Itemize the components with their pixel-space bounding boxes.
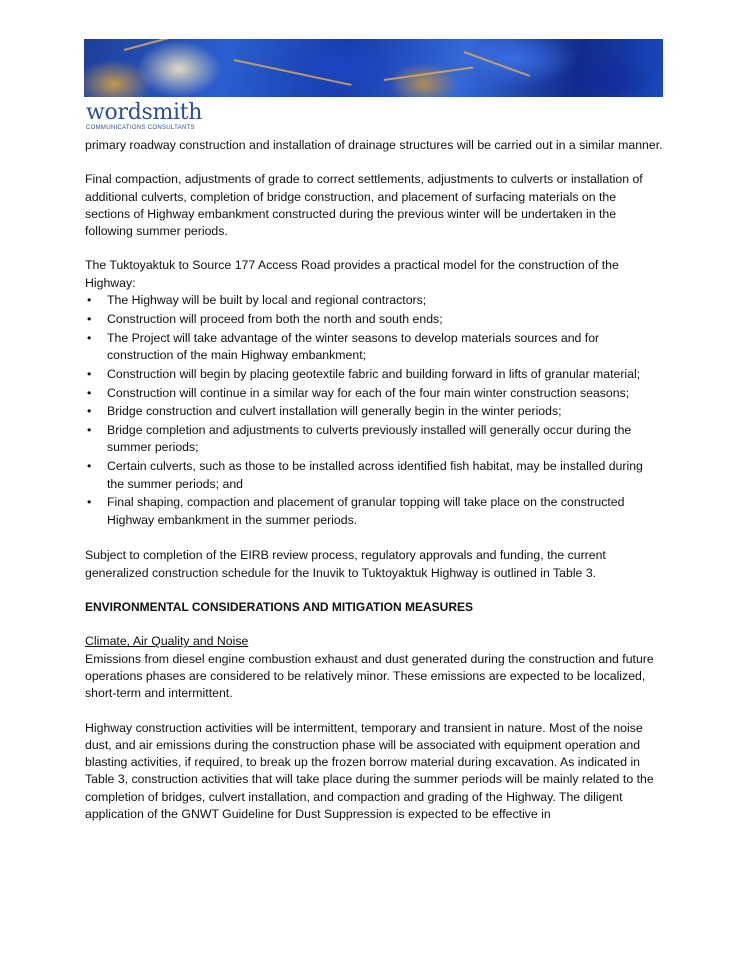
bullet-icon: • (87, 404, 92, 419)
list-item (85, 385, 663, 402)
list-item (85, 311, 663, 328)
paragraph-schedule: Subject to completion of the EIRB review process, regulatory approvals and funding, the current generalized construction schedule for the Inuvik to Tuktoyaktuk Highway is outlined in Table 3. (85, 548, 606, 580)
section-heading: ENVIRONMENTAL CONSIDERATIONS AND MITIGATION MEASURES (85, 600, 474, 615)
list-item (85, 422, 663, 457)
bullet-icon: • (87, 423, 92, 438)
company-logo (86, 102, 202, 131)
list-item-text: Bridge construction and culvert installation will generally begin in the winter periods; (107, 404, 562, 419)
list-item (85, 403, 663, 420)
header-banner-image (84, 39, 663, 97)
paragraph-continued: primary roadway construction and installation of drainage structures will be carried out in a similar manner. (85, 138, 663, 152)
bullet-icon: • (87, 459, 92, 474)
banner-gold-streak (124, 39, 182, 51)
list-item-text: Construction will begin by placing geotextile fabric and building forward in lifts of granular material; (107, 366, 641, 381)
paragraph-noise: Highway construction activities will be intermittent, temporary and transient in nature. Most of the noise dust, and air emissions during the construction phase will be associated with equipment operation and blasting activities, if required, to break up the frozen borrow material during excavation. As indicated in Table 3, construction activities that will take place during the summer periods will be mainly related to the completion of bridges, culvert installation, and compaction and grading of the Highway. The diligent application of the GNWT Guideline for Dust Suppression is expected to be effective in (85, 720, 654, 821)
bullet-icon: • (87, 366, 92, 381)
banner-gold-streak (384, 66, 473, 81)
paragraph-emissions: Emissions from diesel engine combustion exhaust and dust generated during the construction and future operations phases are considered to be relatively minor. These emissions are expected to be localized, short-term and intermittent. (85, 651, 654, 701)
banner-gold-streak (464, 51, 530, 77)
bullet-icon: • (87, 385, 92, 400)
paragraph-model-intro: The Tuktoyaktuk to Source 177 Access Road provides a practical model for the construction of the Highway: (85, 258, 619, 290)
list-item-text: Construction will continue in a similar way for each of the four main winter construction seasons; (107, 385, 630, 400)
paragraph-final-compaction: Final compaction, adjustments of grade to correct settlements, adjustments to culverts or installation of additional culverts, completion of bridge construction, and placement of surfacing materials on the sections of Highway embankment constructed during the previous winter will be undertaken in the following summer periods. (85, 172, 643, 239)
bullet-icon: • (87, 293, 92, 308)
bullet-list (85, 292, 663, 529)
bullet-icon: • (87, 311, 92, 326)
logo-wordmark: wordsmith (86, 100, 203, 125)
subsection-heading: Climate, Air Quality and Noise (85, 634, 249, 649)
bullet-icon: • (87, 495, 92, 510)
logo-subtitle: COMMUNICATIONS CONSULTANTS (86, 125, 195, 131)
list-item (85, 494, 663, 529)
document-body (85, 137, 663, 823)
list-item (85, 366, 663, 383)
list-item (85, 458, 663, 493)
list-item-text: The Project will take advantage of the winter seasons to develop materials sources and for construction of the main Highway embankment; (107, 330, 600, 362)
list-item (85, 292, 663, 309)
banner-gold-streak (234, 59, 352, 86)
list-item-text: The Highway will be built by local and regional contractors; (107, 293, 427, 308)
list-item-text: Final shaping, compaction and placement of granular topping will take place on the constructed Highway embankment in the summer periods. (107, 495, 625, 527)
list-item-text: Construction will proceed from both the north and south ends; (107, 311, 443, 326)
list-item-text: Certain culverts, such as those to be installed across identified fish habitat, may be installed during the summer periods; and (107, 459, 643, 491)
list-item (85, 330, 663, 365)
list-item-text: Bridge completion and adjustments to culverts previously installed will generally occur during the summer periods; (107, 423, 632, 455)
bullet-icon: • (87, 330, 92, 345)
